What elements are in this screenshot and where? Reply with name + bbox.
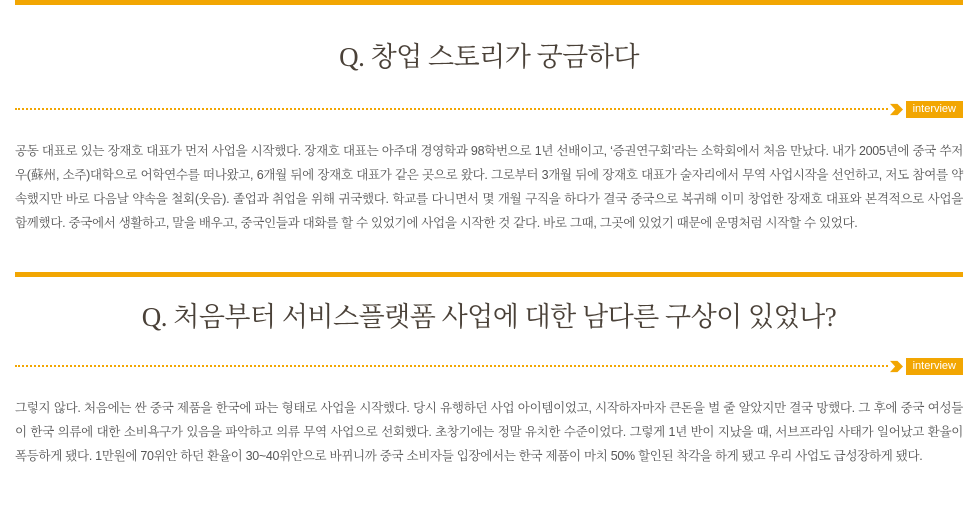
arrow-right-icon (890, 359, 903, 374)
answer-paragraph: 그렇지 않다. 처음에는 싼 중국 제품을 한국에 파는 형태로 사업을 시작했다. 당시 유행하던 사업 아이템이었고, 시작하자마자 큰돈을 벌 줄 알았지만 결국 망했다. 그 후에 중국 여성들이 한국 의류에 대한 소비욕구가 있음을 파악하고 의류 무역 사업으로 선회했다. 초창기에는 정말 유치한 수준이었다. 그렇게 1년 반이 지났을 때, 서브프라임 사태가 일어났고 환율이 폭등하게 됐다. 1만원에 70위안 하던 환율이 30~40위안으로 바뀌니까 중국 소비자들 입장에서는 한국 제품이 마치 50% 할인된 착각을 하게 됐고 우리 사업도 급성장하게 됐다. (15, 401, 963, 463)
divider-row (15, 100, 963, 118)
section-top-bar (15, 272, 963, 277)
dotted-divider-line (15, 365, 888, 367)
dotted-divider-line (15, 108, 888, 110)
section-top-bar (15, 0, 963, 5)
interview-badge: interview (906, 101, 963, 118)
answer-paragraph: 공동 대표로 있는 장재호 대표가 먼저 사업을 시작했다. 장재호 대표는 아주대 경영학과 98학번으로 1년 선배이고, ‘증권연구회’라는 소학회에서 처음 만났다. 내가 2005년에 중국 쑤저우(蘇州, 소주)대학으로 어학연수를 떠나왔고, 6개월 뒤에 장재호 대표가 같은 곳으로 왔다. 그로부터 3개월 뒤에 장재호 대표가 술자리에서 무역 사업시작을 선언하고, 저도 참여를 약속했지만 바로 다음날 약속을 철회(웃음). 졸업과 취업을 위해 귀국했다. 학교를 다니면서 몇 개월 구직을 하다가 결국 중국으로 복귀해 이미 창업한 장재호 대표와 본격적으로 사업을 함께했다. 중국에서 생활하고, 말을 배우고, 중국인들과 대화를 할 수 있었기에 사업을 시작한 것 같다. 바로 그때, 그곳에 있었기 때문에 운명처럼 시작할 수 있었다. (15, 144, 963, 230)
qa-section-platform-vision (15, 272, 963, 468)
arrow-right-icon (890, 102, 903, 117)
qa-section-startup-story (15, 0, 963, 235)
question-heading: Q. 처음부터 서비스플랫폼 사업에 대한 남다른 구상이 있었나? (141, 302, 837, 332)
question-heading: Q. 창업 스토리가 궁금하다 (339, 42, 639, 72)
divider-row (15, 357, 963, 375)
interview-badge: interview (906, 358, 963, 375)
